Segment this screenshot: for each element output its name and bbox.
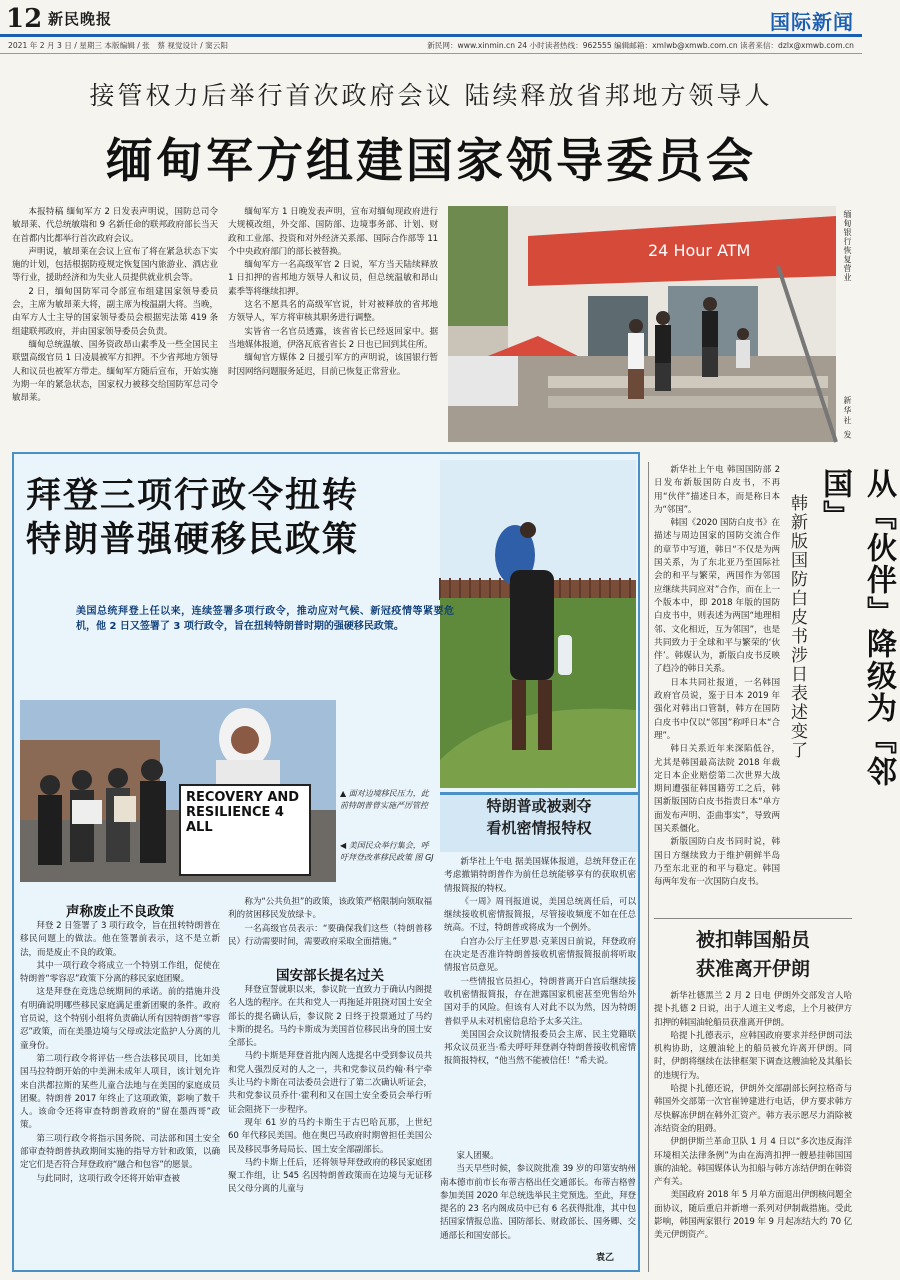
bank-photo-illustration (448, 206, 836, 442)
biden-headline-line-1: 拜登三项行政令扭转 (26, 476, 360, 516)
paragraph: 新版国防白皮书同时说，韩国日方继续致力于维护朝鲜半岛乃至东北亚的和平与稳定。韩国每两年发布一次国防白皮书。 (654, 837, 780, 888)
biden-signoff: 袁乙 (596, 1253, 615, 1263)
paragraph: 当天早些时候，参议院批准 39 岁的印第安纳州南本德市前市长布蒂吉格出任交通部长。布蒂吉格曾参加美国 2020 年总统选举民主党预选。至此，拜登提名的 23 名内阁成员中已有 6 名获得批准，其中包括国家情报总监、国防部长、财政部长、国务卿、交通部长和国安部长。 (440, 1164, 636, 1241)
paragraph: 缅甸军方一名高级军官 2 日说，军方当天陆续释放 1 日扣押的省邦地方领导人和议员，但总统温敏和昂山素季等将继续扣押。 (228, 260, 438, 297)
newspaper-name: 新民晚报 (48, 10, 113, 28)
paragraph: 美国政府 2018 年 5 月单方面退出伊朗核问题全面协议，随后重启并新增一系列对伊制裁措施。受此影响，韩国两家银行 2019 年 9 月起冻结大约 70 亿美元伊朗资产。 (654, 1190, 852, 1241)
paragraph: 声明说，敏昂莱在会议上宣布了将在紧急状态下实施的计划，包括根据防疫规定恢复国内旅游业、酒店业等行业，援助经济和为失业人员提供就业机会等。 (12, 246, 218, 284)
paragraph: 这名不愿具名的高级军官说，针对被释放的省邦地方领导人，军方将审核其职务进行调整。 (228, 300, 438, 324)
paragraph: 白宫办公厅主任罗恩·克莱因日前说，拜登政府在决定是否准许特朗普接收机密情报简报前将听取情报官员意见。 (444, 936, 636, 974)
paragraph: 与此同时，这项行政令还将开始审查被 (36, 1173, 180, 1184)
ship-title-line-2: 获准离开伊朗 (695, 958, 810, 980)
trump-intel-title-line-2: 看机密情报特权 (486, 819, 592, 837)
korea-headline: 从『伙伴』降级为『邻国』 (817, 468, 896, 788)
paragraph: 新华社上午电 据美国媒体报道，总统拜登正在考虑撤销特朗普作为前任总统能够享有的获取机密情报简报的特权。 (444, 857, 636, 894)
rally-photo (20, 700, 336, 882)
paragraph: 新华社上午电 韩国国防部 2 日发布新版国防白皮书，不再用“伙伴”描述日本，而是称日本为“邻国”。 (654, 465, 780, 515)
paragraph: 家人团聚。 (456, 1151, 499, 1161)
korea-body (654, 464, 780, 894)
paragraph: 第二项行政令将评估一些合法移民项目，比如美国马拉特朗开始的中美洲未成年人项目，该计划允许来自洪都拉斯的某些儿童合法地与在美国的家庭成员团聚。特朗普 2017 年终止了这项政策，影响了数千人。该命令还将审查特朗普政府的“留在墨西哥”政策。 (20, 1053, 220, 1131)
paragraph: 第三项行政令将指示国务院、司法部和国土安全部审查特朗普执政期间实施的指导方针和政策，以确定它们是否符合拜登政府“融合和包容”的愿景。 (20, 1133, 220, 1171)
myanmar-column-1 (12, 206, 218, 446)
paragraph: 其中一项行政令将成立一个特别工作组，促使在特朗普“零容忍”政策下分离的移民家庭团聚。 (20, 960, 220, 985)
rally-photo-caption: ◀ 美国民众举行集会，呼吁拜登改革移民政策 图 GJ (340, 841, 434, 862)
biden-column-2 (228, 984, 432, 1266)
paragraph: 日本共同社报道，一名韩国政府官员说，鉴于日本 2019 年强化对韩出口管制，韩方在国防白皮书中仅以“邻国”称呼日本“合理”。 (654, 677, 780, 741)
biden-lead: 美国总统拜登上任以来，连续签署多项行政令，推动应对气候、新冠疫情等紧要危机，他 2 日又签署了 3 项行政令，旨在扭转特朗普时期的强硬移民政策。 (76, 606, 454, 632)
paragraph: 哈提卜扎德表示，应韩国政府要求并经伊朗司法机构协助，这艘油轮上的船员被允许离开伊朗。同时，伊朗将继续在法律框架下调查这艘油轮及其船长的违规行为。 (654, 1030, 852, 1081)
paragraph: 现年 61 岁的马约卡斯生于古巴哈瓦那，上世纪 60 年代移民美国。他在奥巴马政府时期曾担任美国公民及移民事务局局长、国土安全部副部长。 (228, 1117, 432, 1155)
border-photo-caption: ▲ 面对边境移民压力，此前特朗普曾实施严厉管控 (340, 789, 429, 810)
meta-rule (0, 53, 862, 54)
ship-title-line-1: 被扣韩国船员 (695, 929, 810, 951)
paragraph: 马约卡斯上任后，还将领导拜登政府的移民家庭团聚工作组，让 545 名因特朗普政策而在边境与无证移民父母分离的儿童与 (228, 1157, 432, 1195)
paragraph: 缅甸军方 1 日晚发表声明，宣布对缅甸现政府进行大规模改组，外交部、国防部、边境事务部、计划、财政和工业部、投资和对外经济关系部、国际合作部等 11 个中央政府部门的部长被替换。 (228, 207, 438, 257)
paragraph: 缅甸总统温敏、国务资政昂山素季及一些全国民主联盟高级官员 1 日凌晨被军方扣押。不少省邦地方领导人和议员也被军方带走。缅甸军方随后宣布，开始实施为期一年的紧急状态，国家权力被移交给国防军总司令敏昂莱。 (12, 339, 218, 404)
myanmar-column-2 (228, 206, 438, 446)
biden-subhead-2: 国安部长提名过关 (276, 968, 384, 984)
biden-column-3 (440, 1150, 636, 1256)
bank-photo (448, 206, 836, 442)
sidebar-rule (648, 462, 649, 1272)
header-rule (0, 34, 862, 37)
paragraph: 哈提卜扎德还说，伊朗外交部副部长阿拉格奇与韩国外交部第一次官崔钟建进行电话，伊方要求韩方尽快解冻伊朗在韩外汇资产。韩方表示愿尽力消除被冻结资金的阻碍。 (654, 1084, 852, 1134)
paragraph: 美国国会众议院情报委员会主席、民主党籍联邦众议员亚当·希夫呼吁拜登剥夺特朗普接收机密情报简报特权，“他当然不能被信任！”希夫说。 (444, 1029, 636, 1067)
paragraph: 拜登 2 日签署了 3 项行政令，旨在扭转特朗普在移民问题上的做法。他在签署前表示，这不是立新法，而是废止不良的政策。 (20, 921, 220, 958)
page-number: 12 (6, 4, 43, 34)
trump-intel-titlebox (440, 792, 638, 852)
paragraph: 缅甸官方媒体 2 日援引军方的声明说，该国银行暂时因网络问题服务延迟，目前已恢复正常营业。 (228, 353, 438, 377)
paragraph: 实皆省一名官员透露，该省省长已经返回家中。据当地媒体报道，伊洛瓦底省省长 2 日也已回到其住所。 (228, 326, 438, 350)
protest-sign-text: RECOVERY AND RESILIENCE 4 ALL (186, 790, 300, 835)
paragraph: 韩国《2020 国防白皮书》在描述与周边国家的国防交流合作的章节中写道，韩日“不仅是为两国关系，为了东北亚乃至国际社会的和平与繁荣，两国作为邻国应继续共同应对”合作，而在上一个版本中，即 2018 年版的国防白皮书中，则表述为两国“地理相邻、文化相近，互为邻国”，也是共同致力于全球和平与繁荣的‘伙伴’。韩媒认为，新版白皮书反映了趋冷的韩日关系。 (654, 518, 780, 675)
myanmar-headline: 缅甸军方组建国家领导委员会 (106, 134, 756, 189)
contact-meta: 新民网：www.xinmin.cn 24 小时读者热线：962555 编辑邮箱：xmlwb@xmwb.com.cn 读者来信：dzlx@xmwb.com.cn (427, 41, 854, 50)
trump-intel-body (444, 856, 636, 1067)
bank-photo-credit: 新华社 发 (843, 396, 852, 441)
trump-intel-title-line-1: 特朗普或被剥夺 (486, 797, 592, 815)
paragraph: 伊朗伊斯兰革命卫队 1 月 4 日以“多次违反海洋环境相关法律条例”为由在海湾扣押一艘悬挂韩国国旗的油轮。韩国媒体认为扣船与韩方冻结伊朗在韩资产有关。 (654, 1137, 852, 1188)
ship-body (654, 990, 852, 1270)
paragraph: 本报特稿 缅甸军方 2 日发表声明说，国防总司令敏昂莱、代总统敏瑞和 9 名新任命的联邦政府部长当天在首都内比都举行首次政府会议。 (12, 207, 218, 244)
paragraph: 韩日关系近年来深陷低谷，尤其是韩国最高法院 2018 年裁定日本企业赔偿第二次世界大战期间遭强征韩国籍劳工之后，韩国新版国防白皮书指责日本“单方面发布声明、歪曲事实”，导致两国关系僵化。 (654, 744, 780, 835)
paragraph: 一些情报官员担心，特朗普离开白宫后继续接收机密情报简报，存在泄露国家机密甚至兜售给外国对手的风险。但该有人对此不以为然，因为特朗普似乎从未对机密信息给予太多关注。 (444, 976, 636, 1027)
atm-sign: 24 Hour ATM (648, 241, 751, 260)
biden-column-1 (20, 920, 220, 1266)
sidebar-divider (654, 918, 852, 919)
biden-subhead-1: 声称废止不良政策 (66, 904, 174, 920)
rally-photo-illustration (20, 700, 336, 882)
paragraph: 拜登宣誓就职以来，参议院一直致力于确认内阁提名人选的程序。在共和党人一再拖延并阻挠对国土安全部长的提名确认后，参议院 2 日终于投票通过了马约卡斯的提名。马约卡斯成为美国首位移民出身的国土安全部长。 (228, 985, 432, 1049)
paragraph: 2 日，缅甸国防军司令部宣布组建国家领导委员会，主席为敏昂莱大将，副主席为梭温副大将。当晚，由军方人士主导的国家领导委员会根据宪法第 419 条组建联邦政府，并由国家领导委员会负责。 (12, 286, 218, 337)
edition-meta: 2021 年 2 月 3 日 / 星期三 本版编辑 / 张 蔡 视觉设计 / 窦云阳 (8, 41, 228, 50)
border-photo-illustration (440, 460, 636, 788)
biden-column-2-top (228, 896, 432, 956)
bank-photo-caption: 缅甸银行恢复营业 (843, 210, 852, 282)
paragraph: 马约卡斯是拜登首批内阁人选提名中受到参议员共和党人强烈反对的人之一，共和党参议员约翰·科宁牵头让马约卡斯在司法委员会进行了第二次确认听证会，共和党参议员乔什·霍利和又在国土安全委员会举行听证会阻挠下一步程序。 (228, 1051, 432, 1115)
paragraph: 《一周》周刊报道说，美国总统离任后，可以继续接收机密情报简报，尽管接收频度不如在任总统高。不过，特朗普或将成为一个例外。 (444, 896, 636, 934)
paragraph: 新华社德黑兰 2 月 2 日电 伊朗外交部发言人哈提卜扎德 2 日说，出于人道主义考虑，上个月被伊方扣押的韩国油轮船员获准离开伊朗。 (654, 991, 852, 1028)
section-title: 国际新闻 (770, 10, 854, 34)
border-photo (440, 460, 636, 788)
paragraph: 一名高级官员表示：“要确保我们这些（特朗普移民）行动需要时间，需要政府采取全面措施。” (228, 923, 432, 947)
myanmar-kicker: 接管权力后举行首次政府会议 陆续释放省邦地方领导人 (89, 81, 773, 110)
biden-headline-line-2: 特朗普强硬移民政策 (26, 520, 360, 560)
korea-subheadline: 韩新版国防白皮书涉日表述变了 (787, 494, 807, 760)
paragraph: 这是拜登在竞选总统期间的承诺。前的措施并没有明确说明哪些移民家庭满足重新团聚的条件。政府官员说，这个特别小组将负责确认所有因特朗普“零容忍”政策，而在美墨边境与父母或法定监护人分离的儿童身份。 (20, 987, 220, 1051)
paragraph: 称为“公共负担”的政策，该政策严格限制向领取福利的贫困移民发放绿卡。 (228, 897, 432, 921)
